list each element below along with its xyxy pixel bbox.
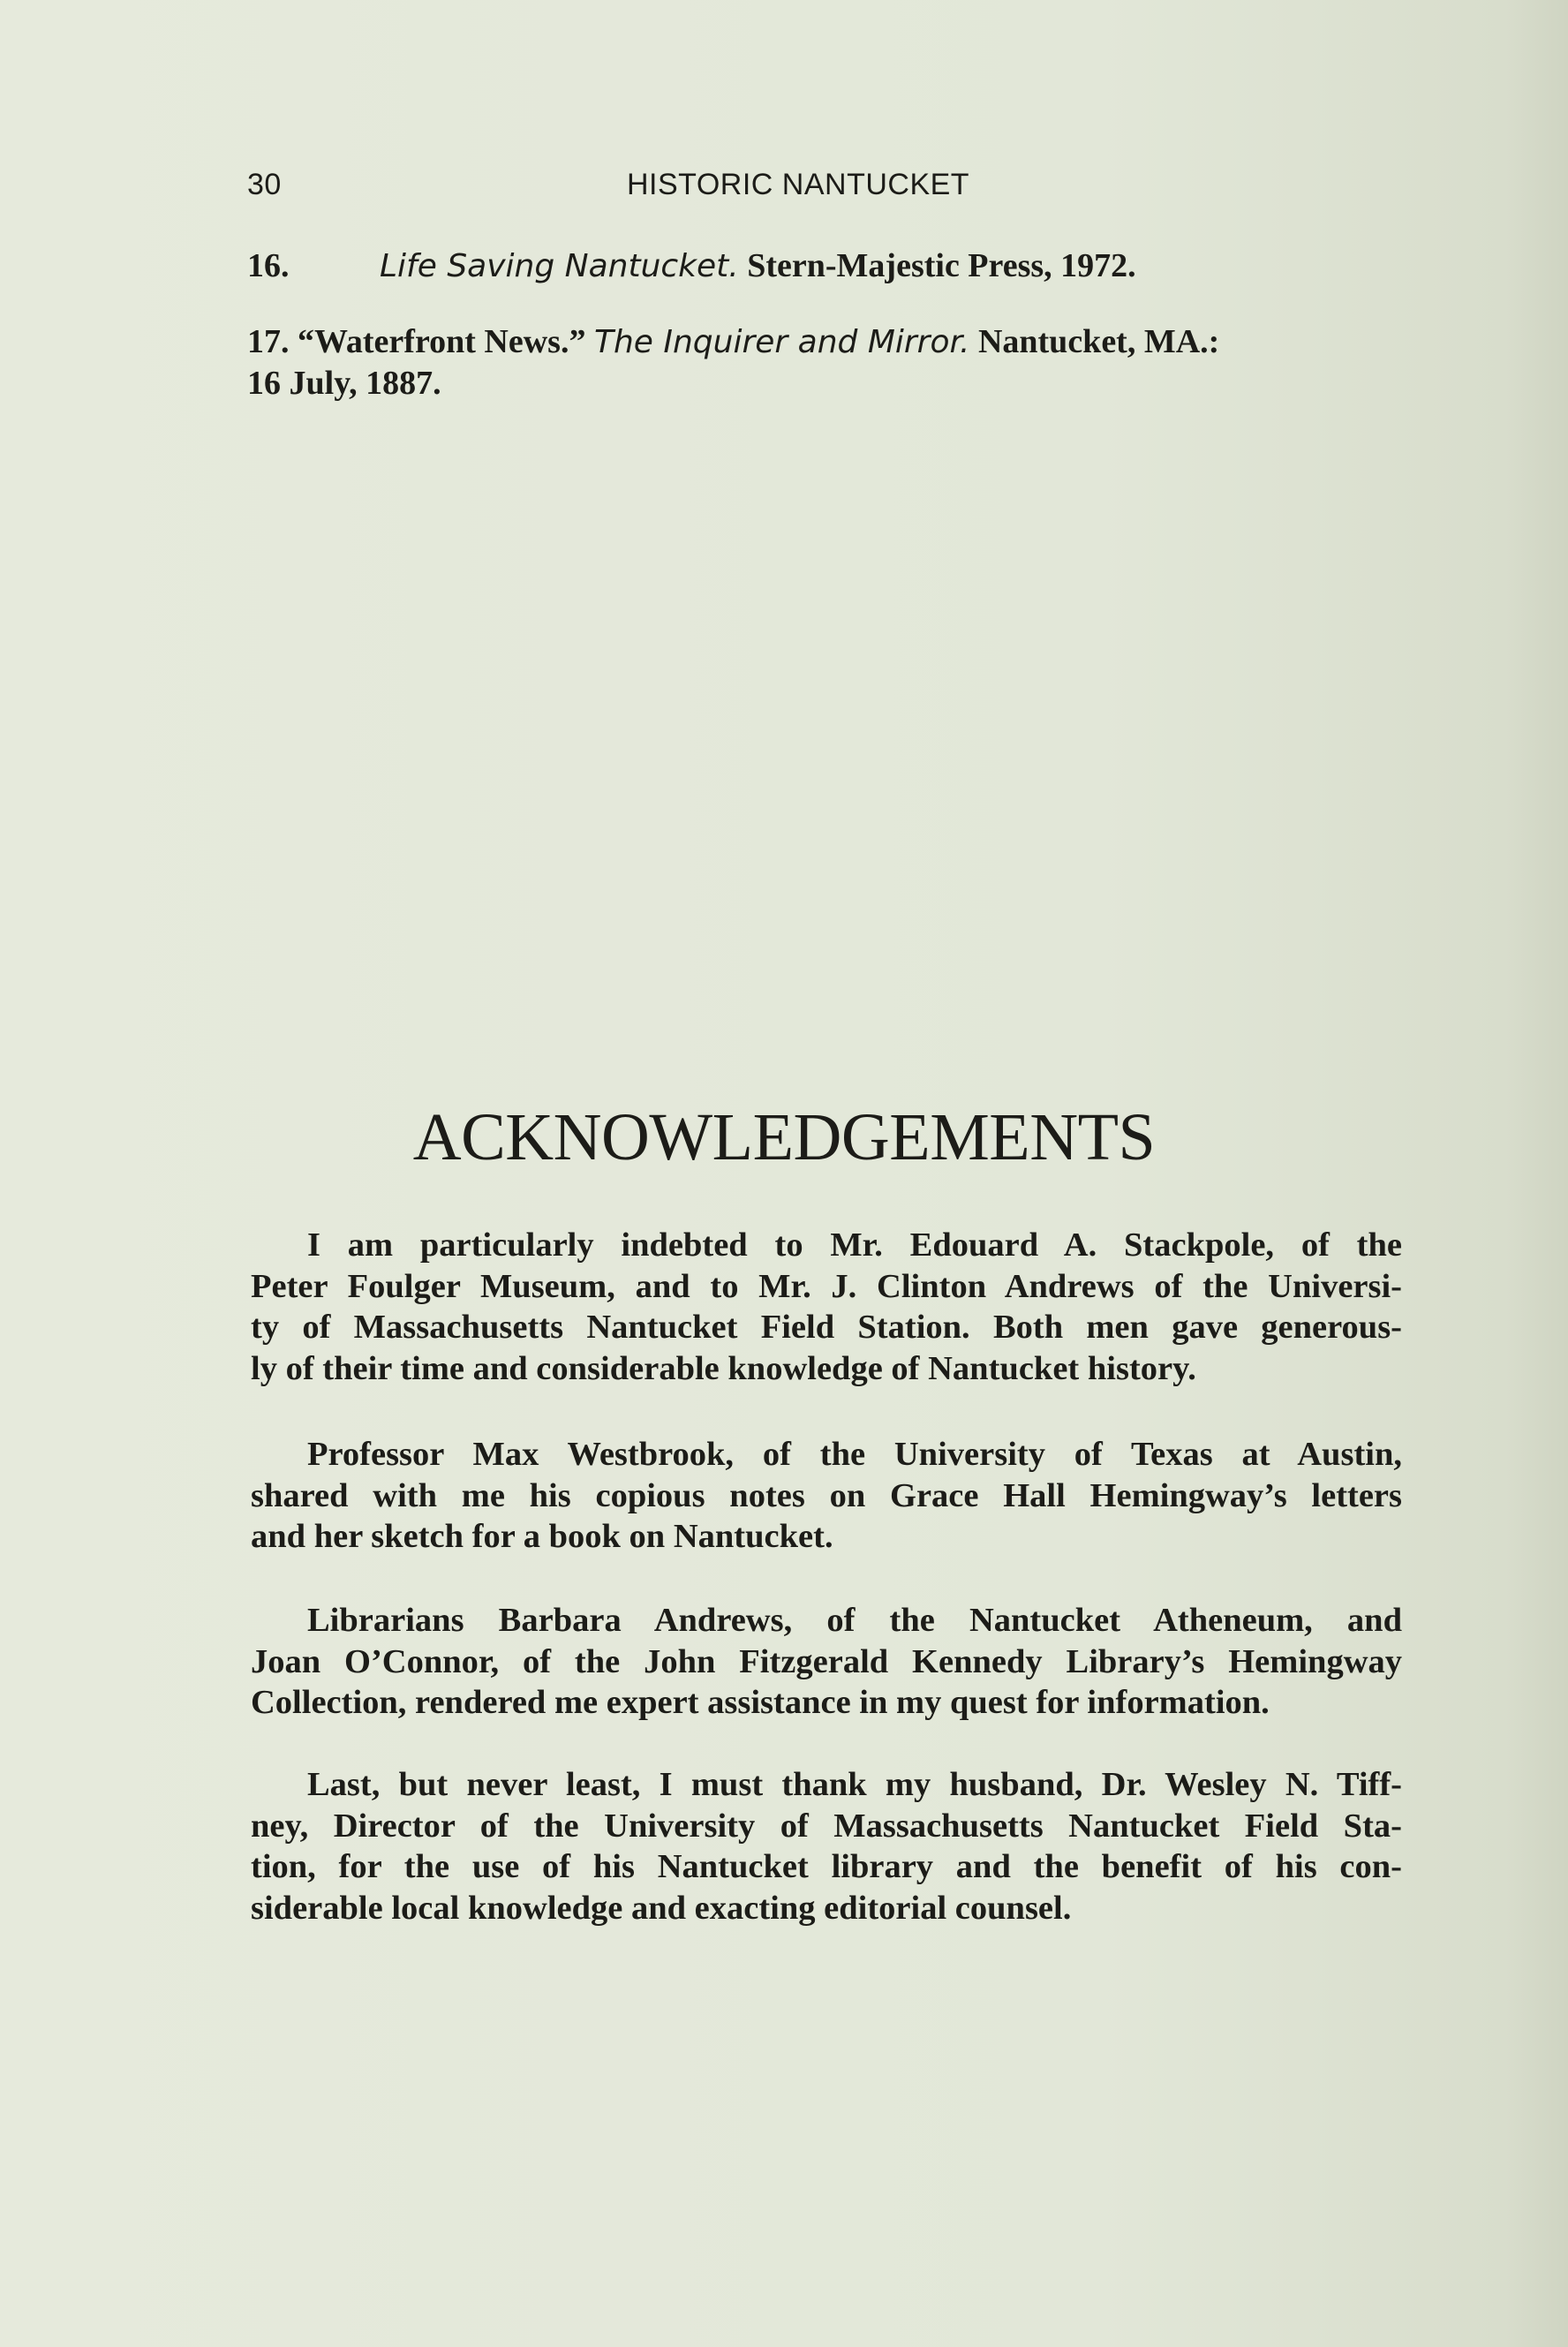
- paragraph-line: ly of their time and considerable knowledge of Nantucket history.: [251, 1349, 1196, 1387]
- paragraph-line: tion, for the use of his Nantucket library and the benefit of his con-: [251, 1848, 1402, 1885]
- endnote-number: 17.: [247, 323, 290, 360]
- acknowledgement-paragraph: [251, 1764, 1402, 1928]
- endnote-publication: Nantucket, MA.:: [969, 323, 1220, 360]
- paragraph-line: Librarians Barbara Andrews, of the Nantucket Atheneum, and: [307, 1602, 1402, 1639]
- paragraph-line: Collection, rendered me expert assistance in my quest for information.: [251, 1684, 1270, 1721]
- endnote-title: Life Saving Nantucket.: [380, 248, 739, 284]
- paragraph-line: siderable local knowledge and exacting editorial counsel.: [251, 1889, 1072, 1927]
- paragraph-line: ney, Director of the University of Massachusetts Nantucket Field Sta-: [251, 1807, 1402, 1845]
- endnote-title: The Inquirer and Mirror.: [593, 324, 970, 360]
- endnote-16: [247, 245, 1413, 287]
- paragraph-line: and her sketch for a book on Nantucket.: [251, 1518, 833, 1555]
- endnote-publication: Stern-Majestic Press, 1972.: [738, 247, 1136, 284]
- acknowledgement-paragraph: [251, 1434, 1402, 1558]
- endnote-article: “Waterfront News.”: [289, 323, 594, 360]
- acknowledgement-paragraph: [251, 1225, 1402, 1389]
- endnote-17: [247, 321, 1413, 404]
- running-title: HISTORIC NANTUCKET: [627, 168, 970, 201]
- section-heading: ACKNOWLEDGEMENTS: [412, 1100, 1156, 1174]
- paragraph-line: Joan O’Connor, of the John Fitzgerald Kennedy Library’s Hemingway: [251, 1642, 1402, 1680]
- paragraph-line: ty of Massachusetts Nantucket Field Station. Both men gave generous-: [251, 1309, 1402, 1346]
- page-header: [247, 168, 1130, 212]
- endnote-number: 16.: [247, 247, 290, 284]
- endnote-date: 16 July, 1887.: [247, 365, 441, 402]
- paragraph-line: shared with me his copious notes on Grace Hall Hemingway’s letters: [251, 1476, 1402, 1514]
- paragraph-line: Professor Max Westbrook, of the University of Texas at Austin,: [307, 1436, 1402, 1473]
- paragraph-line: Last, but never least, I must thank my husband, Dr. Wesley N. Tiff-: [307, 1766, 1402, 1803]
- paragraph-line: Peter Foulger Museum, and to Mr. J. Clinton Andrews of the Universi-: [251, 1267, 1402, 1305]
- paragraph-line: I am particularly indebted to Mr. Edouard A. Stackpole, of the: [307, 1226, 1402, 1264]
- acknowledgement-paragraph: [251, 1600, 1402, 1724]
- page-number: 30: [247, 168, 282, 201]
